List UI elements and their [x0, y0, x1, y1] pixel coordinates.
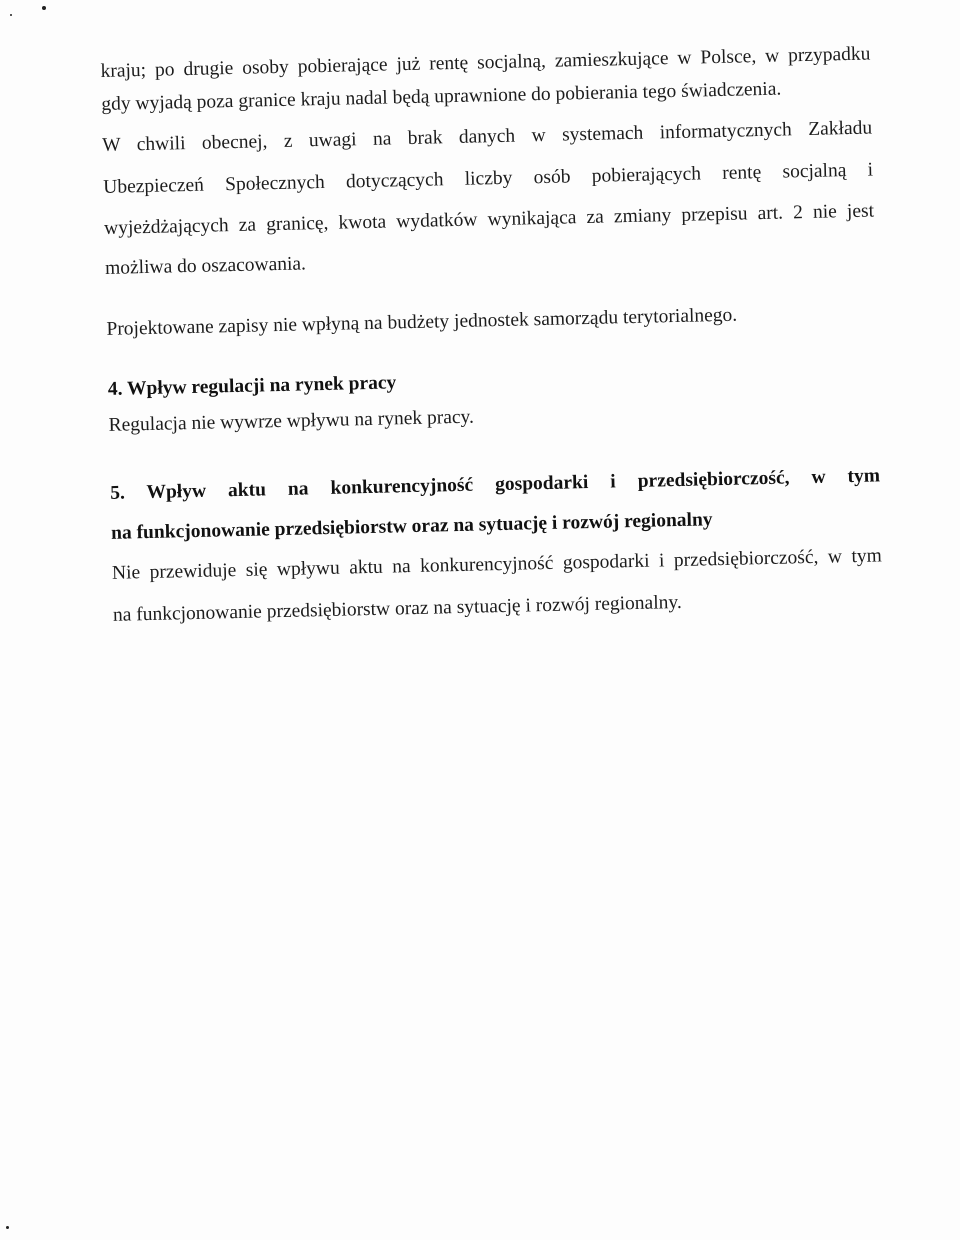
estimate-paragraph-line-4: możliwa do oszacowania.	[104, 253, 307, 279]
estimate-paragraph-line-2: Ubezpieczeń Społecznych dotyczących liczby osób pobierających rentę socjalną i	[103, 159, 874, 198]
scan-speck	[10, 14, 12, 16]
section-5-heading-line-2: na funkcjonowanie przedsiębiorstw oraz na sytuację i rozwój regionalny	[110, 509, 713, 544]
continuation-line-1: kraju; po drugie osoby pobierające już rentę socjalną, zamieszkujące w Polsce, w przypadku	[100, 43, 871, 82]
section-5-heading-line-1: 5. Wpływ aktu na konkurencyjność gospodarki i przedsiębiorczość, w tym	[109, 465, 881, 504]
scan-speck	[42, 6, 46, 10]
section-4-heading: 4. Wpływ regulacji na rynek pracy	[107, 372, 397, 400]
section-5-body-line-2: na funkcjonowanie przedsiębiorstw oraz na sytuację i rozwój regionalny.	[112, 591, 682, 626]
section-5-body-line-1: Nie przewiduje się wpływu aktu na konkurencyjność gospodarki i przedsiębiorczość, w tym	[111, 545, 883, 584]
estimate-paragraph-line-3: wyjeżdżających za granicę, kwota wydatków wynikająca za zmiany przepisu art. 2 nie jest	[103, 200, 875, 239]
scan-speck	[6, 1226, 9, 1229]
estimate-paragraph-line-1: W chwili obecnej, z uwagi na brak danych w systemach informatycznych Zakładu	[102, 117, 873, 156]
continuation-line-2: gdy wyjadą poza granice kraju nadal będą uprawnione do pobierania tego świadczenia.	[101, 78, 782, 115]
local-government-paragraph: Projektowane zapisy nie wpłyną na budżety jednostek samorządu terytorialnego.	[106, 304, 738, 340]
document-text	[100, 26, 890, 626]
section-4-body: Regulacja nie wywrze wpływu na rynek pracy.	[108, 406, 475, 436]
